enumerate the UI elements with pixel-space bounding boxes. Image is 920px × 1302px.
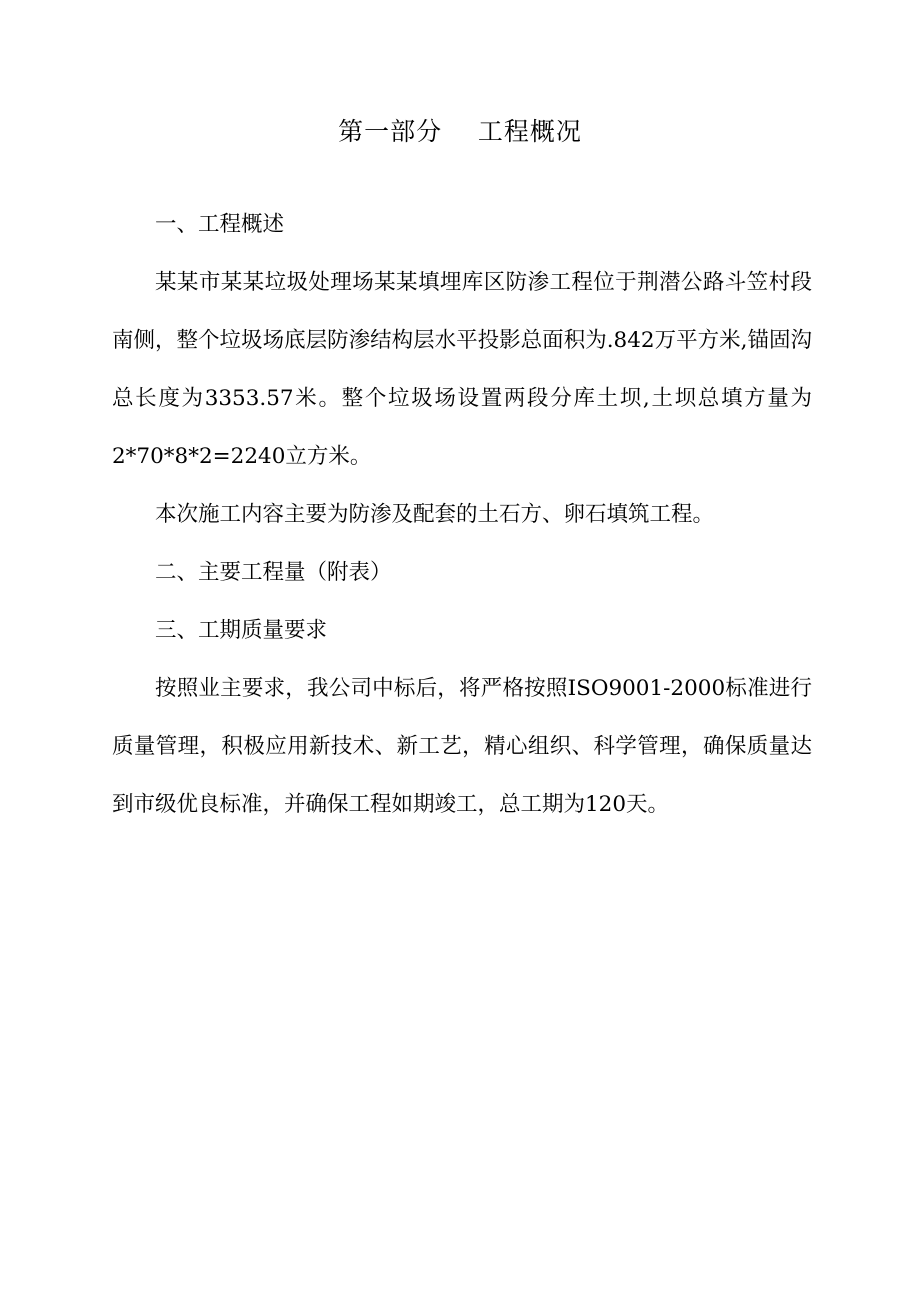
document-body [112,196,812,834]
paragraph-quality-requirements: 按照业主要求，我公司中标后，将严格按照ISO9001-2000标准进行质量管理，积极应用新技术、新工艺，精心组织、科学管理，确保质量达到市级优良标准，并确保工程如期竣工，总工期为120天。 [112,676,812,817]
paragraph-construction-scope: 本次施工内容主要为防渗及配套的土石方、卵石填筑工程。 [155,502,715,527]
section-heading-schedule-quality: 三、工期质量要求 [155,618,328,643]
paragraph-project-location: 某某市某某垃圾处理场某某填埋库区防渗工程位于荆潜公路斗笠村段南侧，整个垃圾场底层防渗结构层水平投影总面积为.842万平方米,锚固沟总长度为3353.57米。整个垃圾场设置两段分库土坝,土坝总填方量为2*70*8*2=2240立方米。 [112,270,812,469]
section-heading-quantities: 二、主要工程量（附表） [155,560,392,585]
section-heading-overview: 一、工程概述 [155,212,285,237]
page-title: 第一部分 工程概况 [338,117,582,146]
